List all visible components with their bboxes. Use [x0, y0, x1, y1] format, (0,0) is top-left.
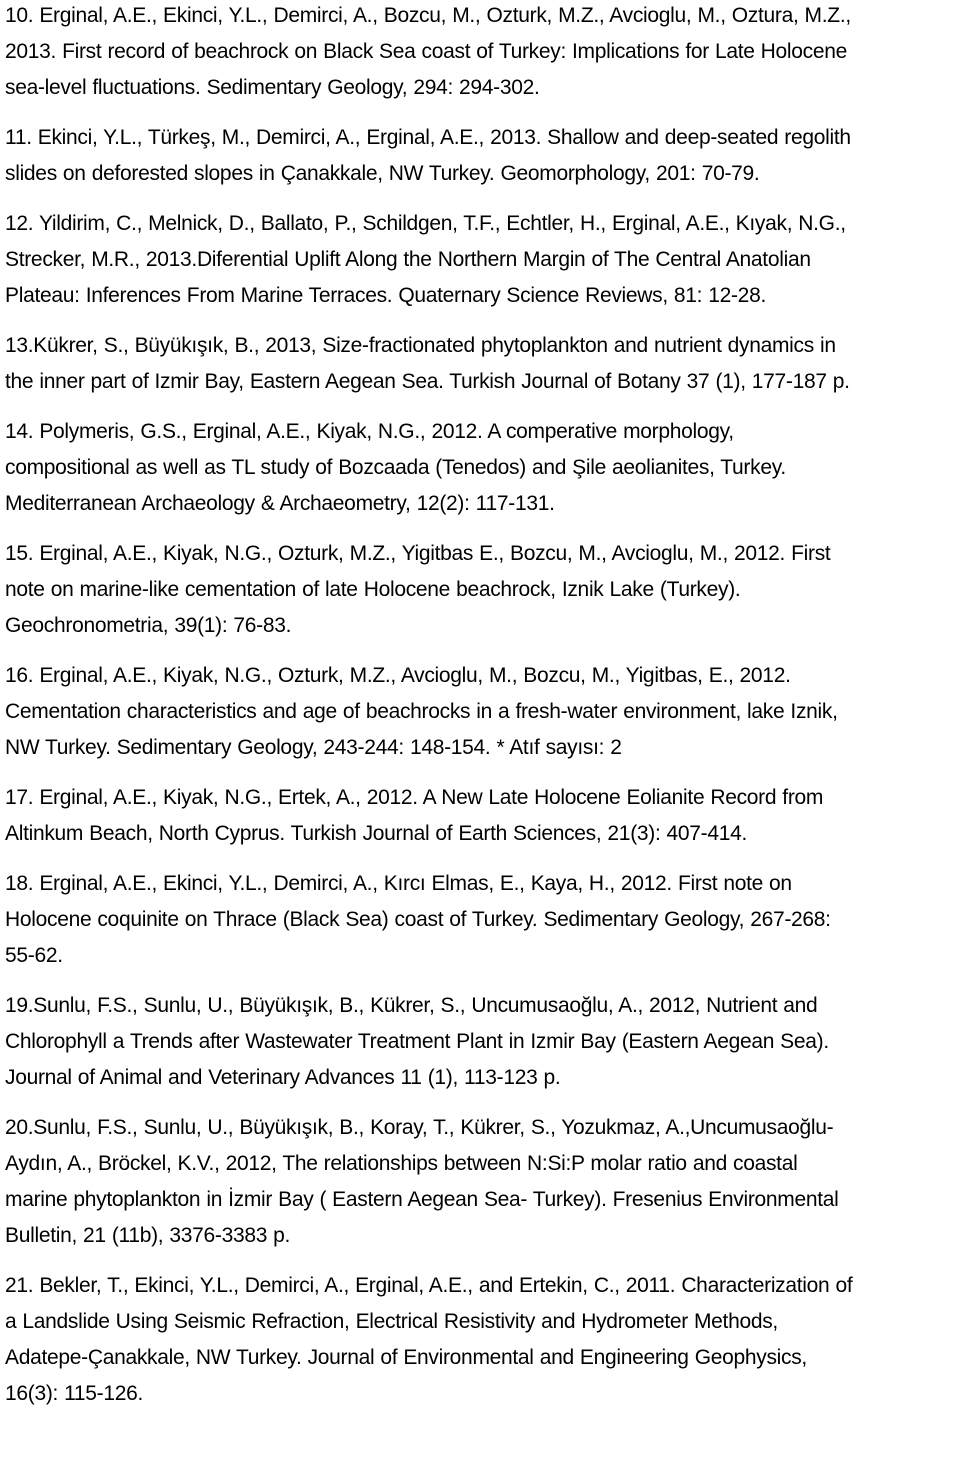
reference-entry-15	[5, 536, 955, 644]
reference-entry-12	[5, 206, 955, 314]
reference-entry-13	[5, 328, 955, 400]
reference-text-line: sea-level fluctuations. Sedimentary Geology, 294: 294-302.	[5, 76, 540, 99]
reference-text-line: Holocene coquinite on Thrace (Black Sea) coast of Turkey. Sedimentary Geology, 267-268:	[5, 908, 831, 931]
reference-list	[5, 0, 955, 1426]
reference-text-line: Strecker, M.R., 2013.Diferential Uplift Along the Northern Margin of The Central Anatolian	[5, 248, 811, 271]
reference-text-line: a Landslide Using Seismic Refraction, Electrical Resistivity and Hydrometer Methods,	[5, 1310, 778, 1333]
reference-entry-17	[5, 780, 955, 852]
reference-text-line: Journal of Animal and Veterinary Advances 11 (1), 113-123 p.	[5, 1066, 561, 1089]
reference-text-line: Plateau: Inferences From Marine Terraces. Quaternary Science Reviews, 81: 12-28.	[5, 284, 766, 307]
reference-entry-14	[5, 414, 955, 522]
reference-text-line: 55-62.	[5, 944, 63, 967]
reference-entry-20	[5, 1110, 955, 1254]
reference-text-line: 10. Erginal, A.E., Ekinci, Y.L., Demirci, A., Bozcu, M., Ozturk, M.Z., Avcioglu, M., Oztura, M.Z.,	[5, 4, 851, 27]
reference-text-line: 2013. First record of beachrock on Black Sea coast of Turkey: Implications for Late Holocene	[5, 40, 848, 63]
reference-entry-21	[5, 1268, 955, 1412]
reference-text-line: 20.Sunlu, F.S., Sunlu, U., Büyükışık, B., Koray, T., Kükrer, S., Yozukmaz, A.,Uncumusaoğlu-	[5, 1116, 834, 1139]
reference-text-line: compositional as well as TL study of Bozcaada (Tenedos) and Şile aeolianites, Turkey.	[5, 456, 786, 479]
reference-text-line: 21. Bekler, T., Ekinci, Y.L., Demirci, A., Erginal, A.E., and Ertekin, C., 2011. Characterization of	[5, 1274, 853, 1297]
reference-text-line: the inner part of Izmir Bay, Eastern Aegean Sea. Turkish Journal of Botany 37 (1), 177-187 p.	[5, 370, 850, 393]
reference-entry-11	[5, 120, 955, 192]
reference-text-line: 19.Sunlu, F.S., Sunlu, U., Büyükışık, B., Kükrer, S., Uncumusaoğlu, A., 2012, Nutrient and	[5, 994, 818, 1017]
reference-text-line: 17. Erginal, A.E., Kiyak, N.G., Ertek, A., 2012. A New Late Holocene Eolianite Record from	[5, 786, 824, 809]
reference-text-line: slides on deforested slopes in Çanakkale, NW Turkey. Geomorphology, 201: 70-79.	[5, 162, 760, 185]
reference-text-line: Cementation characteristics and age of beachrocks in a fresh-water environment, lake Iznik,	[5, 700, 838, 723]
reference-text-line: 15. Erginal, A.E., Kiyak, N.G., Ozturk, M.Z., Yigitbas E., Bozcu, M., Avcioglu, M., 2012. First	[5, 542, 831, 565]
reference-text-line: Mediterranean Archaeology & Archaeometry, 12(2): 117-131.	[5, 492, 555, 515]
reference-text-line: 12. Yildirim, C., Melnick, D., Ballato, P., Schildgen, T.F., Echtler, H., Erginal, A.E., Kıyak, N.G.,	[5, 212, 846, 235]
reference-entry-10	[5, 0, 955, 106]
reference-entry-16	[5, 658, 955, 766]
reference-entry-19	[5, 988, 955, 1096]
reference-text-line: 11. Ekinci, Y.L., Türkeş, M., Demirci, A., Erginal, A.E., 2013. Shallow and deep-seated regolith	[5, 126, 851, 149]
reference-text-line: Geochronometria, 39(1): 76-83.	[5, 614, 292, 637]
reference-text-line: 16(3): 115-126.	[5, 1382, 144, 1405]
reference-text-line: Adatepe-Çanakkale, NW Turkey. Journal of Environmental and Engineering Geophysics,	[5, 1346, 807, 1369]
reference-entry-18	[5, 866, 955, 974]
reference-text-line: 14. Polymeris, G.S., Erginal, A.E., Kiyak, N.G., 2012. A comperative morphology,	[5, 420, 734, 443]
reference-text-line: marine phytoplankton in İzmir Bay ( Eastern Aegean Sea- Turkey). Fresenius Environmental	[5, 1188, 839, 1211]
reference-text-line: note on marine-like cementation of late Holocene beachrock, Iznik Lake (Turkey).	[5, 578, 741, 601]
reference-text-line: Chlorophyll a Trends after Wastewater Treatment Plant in Izmir Bay (Eastern Aegean Sea).	[5, 1030, 829, 1053]
reference-text-line: NW Turkey. Sedimentary Geology, 243-244: 148-154. * Atıf sayısı: 2	[5, 736, 622, 759]
reference-text-line: 18. Erginal, A.E., Ekinci, Y.L., Demirci, A., Kırcı Elmas, E., Kaya, H., 2012. First note on	[5, 872, 792, 895]
reference-text-line: 16. Erginal, A.E., Kiyak, N.G., Ozturk, M.Z., Avcioglu, M., Bozcu, M., Yigitbas, E., 2012.	[5, 664, 791, 687]
reference-text-line: 13.Kükrer, S., Büyükışık, B., 2013, Size-fractionated phytoplankton and nutrient dynamics in	[5, 334, 836, 357]
reference-text-line: Altinkum Beach, North Cyprus. Turkish Journal of Earth Sciences, 21(3): 407-414.	[5, 822, 748, 845]
reference-text-line: Bulletin, 21 (11b), 3376-3383 p.	[5, 1224, 291, 1247]
reference-text-line: Aydın, A., Bröckel, K.V., 2012, The relationships between N:Si:P molar ratio and coastal	[5, 1152, 798, 1175]
